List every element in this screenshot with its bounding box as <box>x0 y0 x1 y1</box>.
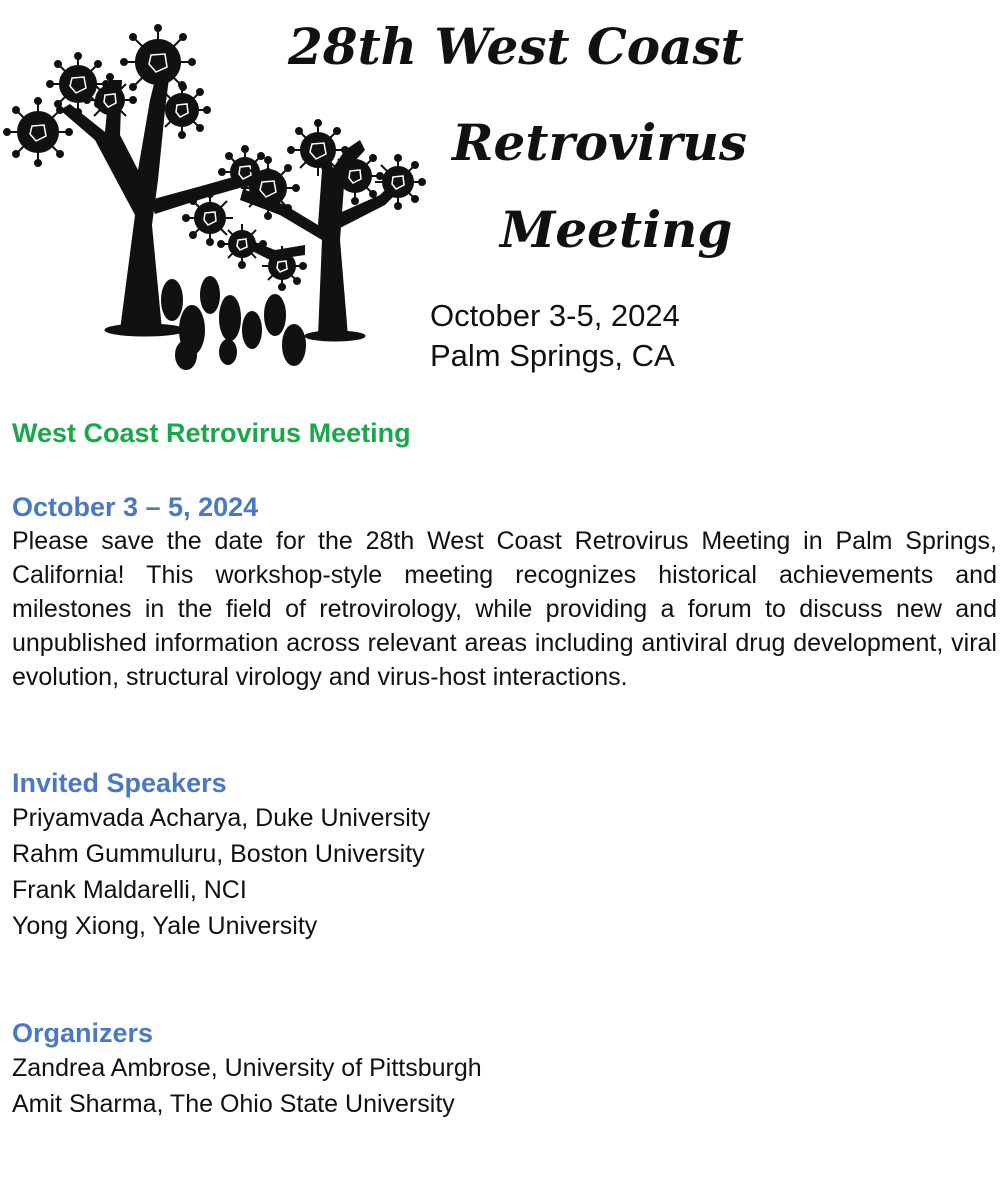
header-location: Palm Springs, CA <box>430 338 675 373</box>
meeting-name-heading: West Coast Retrovirus Meeting <box>12 418 411 448</box>
organizers-heading: Organizers <box>12 1018 154 1048</box>
organizer-item: Amit Sharma, The Ohio State University <box>12 1090 455 1118</box>
spacer <box>12 694 997 766</box>
date-heading: October 3 – 5, 2024 <box>12 492 259 522</box>
speakers-heading: Invited Speakers <box>12 768 227 798</box>
speaker-item: Yong Xiong, Yale University <box>12 912 318 940</box>
speaker-item: Frank Maldarelli, NCI <box>12 876 247 904</box>
speaker-item: Rahm Gummuluru, Boston University <box>12 840 425 868</box>
speakers-list <box>12 800 997 944</box>
header-title-line-3: Meeting <box>500 200 733 259</box>
meeting-header <box>0 0 1005 400</box>
announcement-body <box>12 416 997 1122</box>
header-dates: October 3-5, 2024 <box>430 298 680 333</box>
spacer <box>12 450 997 490</box>
organizers-list <box>12 1050 997 1122</box>
header-title-line-2: Retrovirus <box>452 113 748 172</box>
description-paragraph: Please save the date for the 28th West Coast Retrovirus Meeting in Palm Springs, California! This workshop-style meeting recognizes historical achievements and milestones in the field of retrovirology, while providing a forum to discuss new and unpublished information across relevant areas including antiviral drug development, viral evolution, structural virology and virus-host interactions. <box>12 527 997 691</box>
organizer-item: Zandrea Ambrose, University of Pittsburgh <box>12 1054 482 1082</box>
speaker-item: Priyamvada Acharya, Duke University <box>12 804 431 832</box>
spacer <box>12 944 997 1016</box>
header-title-line-1: 28th West Coast <box>288 17 744 76</box>
